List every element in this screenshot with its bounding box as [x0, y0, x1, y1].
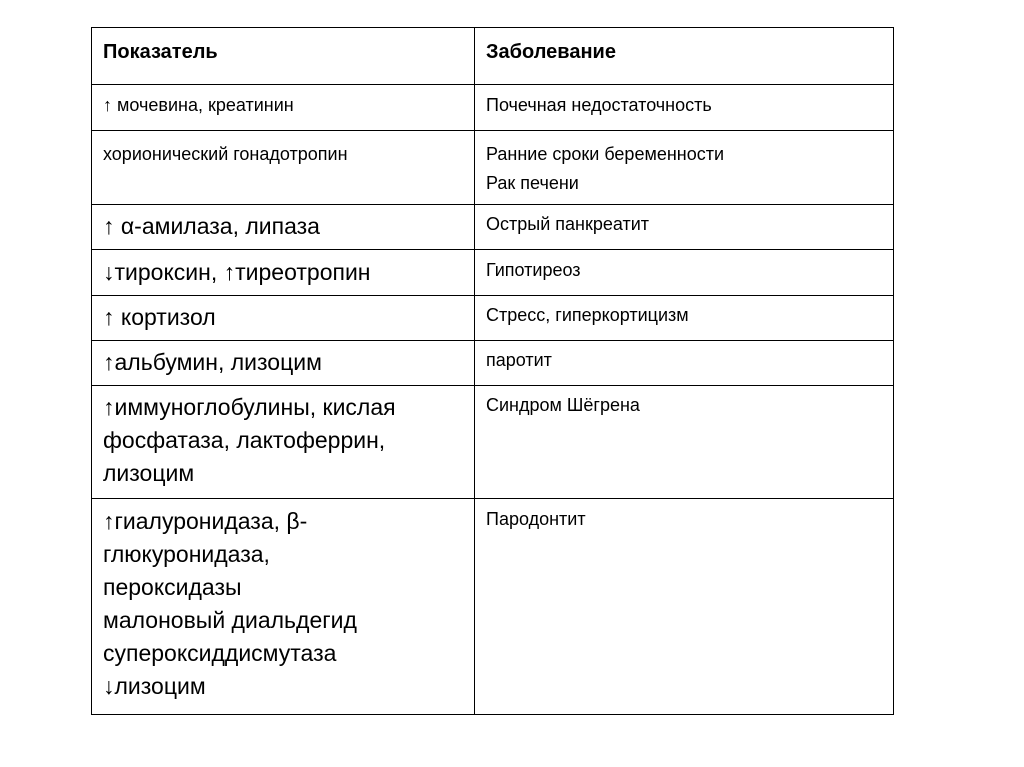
disease-text: Почечная недостаточность: [486, 95, 712, 115]
disease-text: Пародонтит: [486, 509, 586, 529]
table-row: [92, 341, 894, 386]
indicator-text: ↓тироксин, ↑тиреотропин: [103, 259, 371, 285]
indicator-cell: [92, 386, 475, 499]
table-row: [92, 131, 894, 205]
disease-cell: [475, 296, 894, 341]
indicator-cell: [92, 341, 475, 386]
disease-cell: [475, 205, 894, 250]
disease-cell: [475, 499, 894, 715]
table-row: [92, 499, 894, 715]
table-row: [92, 250, 894, 296]
indicator-text: хорионический гонадотропин: [103, 144, 348, 164]
indicator-disease-table: [91, 27, 894, 715]
header-indicator: Показатель: [92, 28, 475, 85]
table-row: [92, 85, 894, 131]
indicator-cell: [92, 250, 475, 296]
disease-cell: [475, 386, 894, 499]
disease-text: паротит: [486, 350, 552, 370]
indicator-text: ↑ α-амилаза, липаза: [103, 213, 320, 239]
header-disease: Заболевание: [475, 28, 894, 85]
disease-text: Острый панкреатит: [486, 214, 650, 234]
indicator-cell: [92, 131, 475, 205]
indicator-cell: [92, 205, 475, 250]
table-row: [92, 205, 894, 250]
disease-text: Ранние сроки беременности Рак печени: [486, 144, 725, 193]
indicator-cell: [92, 499, 475, 715]
indicator-text: ↑иммуноглобулины, кислая фосфатаза, лактоферрин, лизоцим: [103, 394, 396, 486]
disease-text: Синдром Шёгрена: [486, 395, 640, 415]
indicator-text: ↑ мочевина, креатинин: [103, 95, 294, 115]
disease-cell: [475, 131, 894, 205]
indicator-text: ↑альбумин, лизоцим: [103, 349, 322, 375]
disease-cell: [475, 85, 894, 131]
disease-cell: [475, 341, 894, 386]
table-row: [92, 296, 894, 341]
disease-cell: [475, 250, 894, 296]
indicator-text: ↑гиалуронидаза, β-глюкуронидаза, пероксидазы малоновый диальдегид супероксиддисмутаза ↓лизоцим: [103, 508, 357, 699]
indicator-text: ↑ кортизол: [103, 304, 216, 330]
disease-text: Стресс, гиперкортицизм: [486, 305, 689, 325]
disease-text: Гипотиреоз: [486, 260, 581, 280]
indicator-cell: [92, 296, 475, 341]
table-header-row: [92, 28, 894, 85]
table-row: [92, 386, 894, 499]
indicator-cell: [92, 85, 475, 131]
